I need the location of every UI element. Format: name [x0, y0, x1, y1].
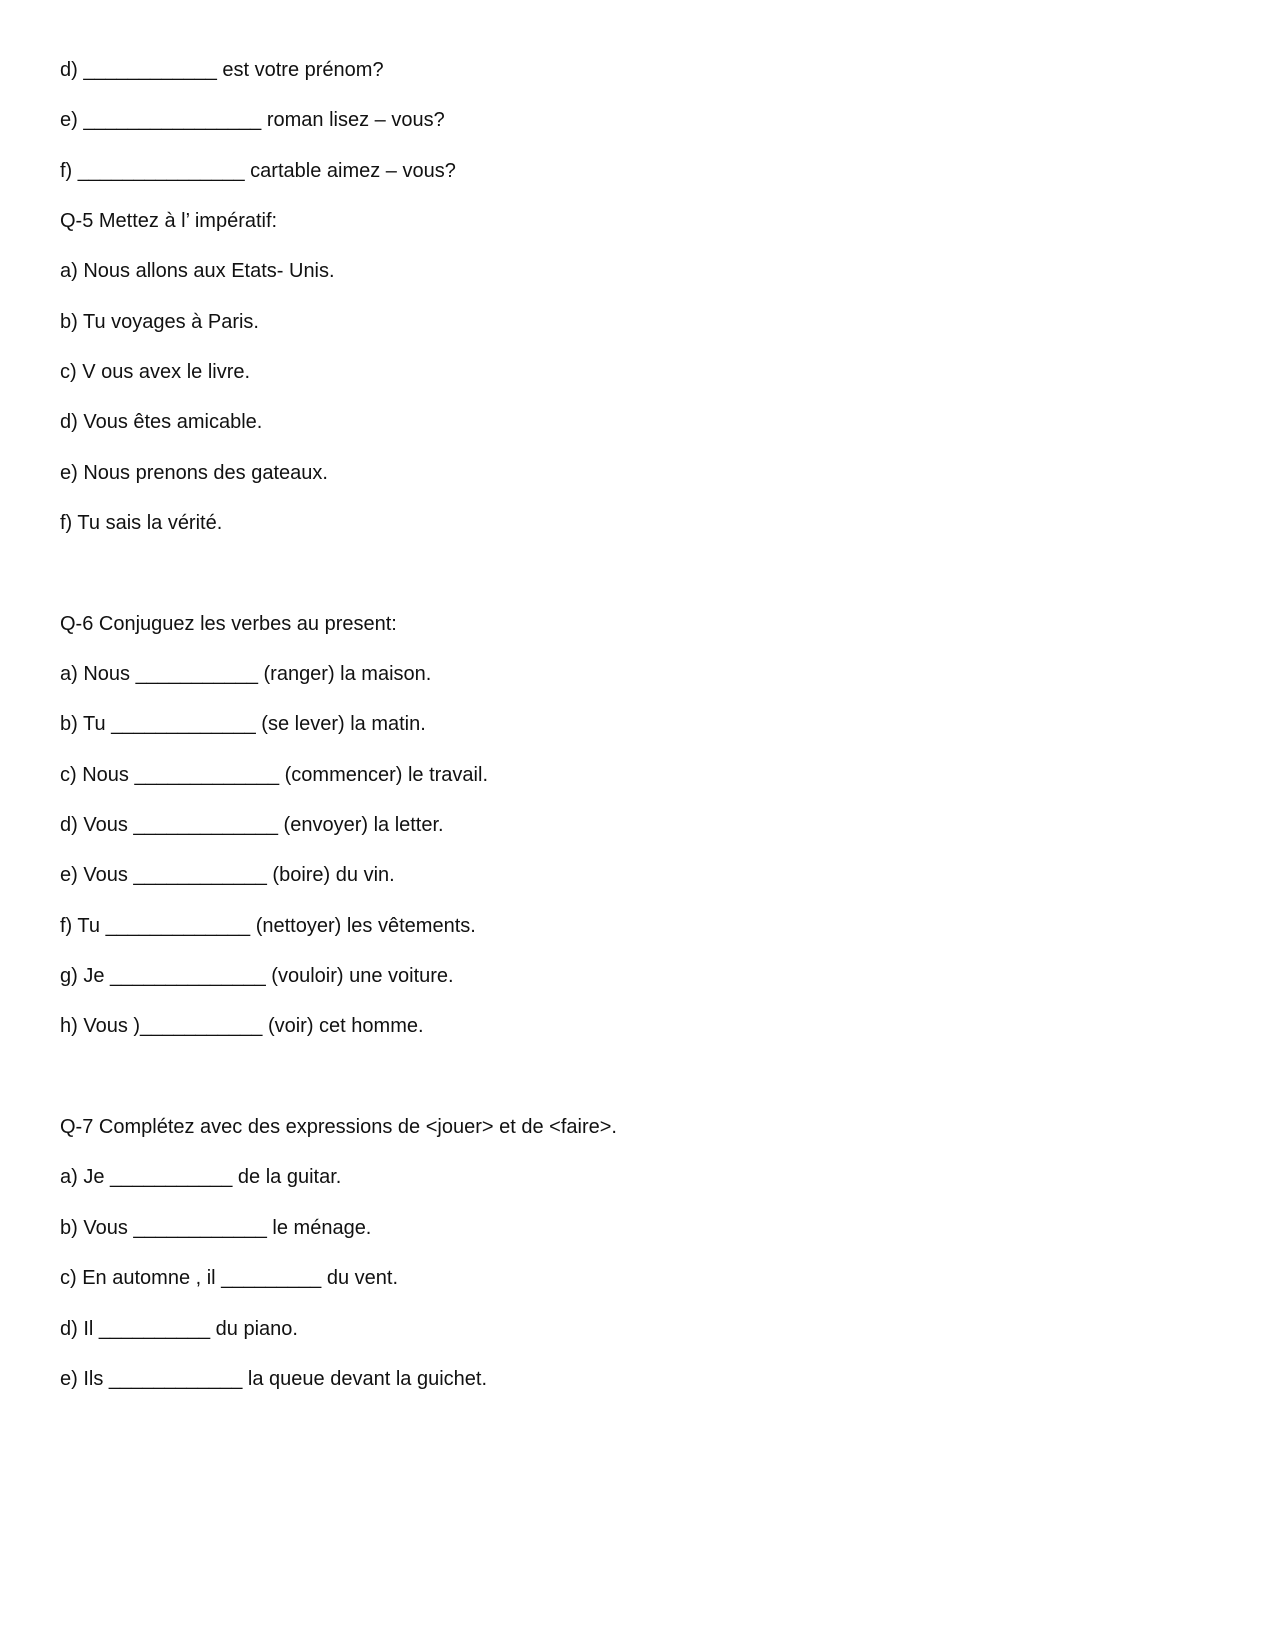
question-item: a) Nous allons aux Etats- Unis. [60, 260, 335, 282]
question-item: c) Nous _____________ (commencer) le travail. [60, 764, 488, 786]
question-item: e) Nous prenons des gateaux. [60, 462, 328, 484]
question-item: c) V ous avex le livre. [60, 361, 251, 383]
question-item: d) Il __________ du piano. [60, 1318, 298, 1340]
question-item: a) Nous ___________ (ranger) la maison. [60, 663, 432, 685]
question-item: e) Vous ____________ (boire) du vin. [60, 864, 395, 886]
question-item: e) Ils ____________ la queue devant la guichet. [60, 1368, 488, 1390]
question-item: f) _______________ cartable aimez – vous? [60, 160, 456, 182]
q6-heading: Q-6 Conjuguez les verbes au present: [60, 613, 397, 635]
question-item: d) Vous _____________ (envoyer) la letter. [60, 814, 444, 836]
question-item: c) En automne , il _________ du vent. [60, 1267, 399, 1289]
question-item: a) Je ___________ de la guitar. [60, 1166, 342, 1188]
q7-heading: Q-7 Complétez avec des expressions de <jouer> et de <faire>. [60, 1116, 617, 1138]
question-item: e) ________________ roman lisez – vous? [60, 109, 445, 131]
q5-heading: Q-5 Mettez à l’ impératif: [60, 210, 278, 232]
question-item: g) Je ______________ (vouloir) une voiture. [60, 965, 454, 987]
question-item: b) Tu voyages à Paris. [60, 311, 259, 333]
question-item: d) Vous êtes amicable. [60, 411, 263, 433]
question-item: b) Vous ____________ le ménage. [60, 1217, 372, 1239]
question-item: d) ____________ est votre prénom? [60, 59, 384, 81]
question-item: f) Tu sais la vérité. [60, 512, 223, 534]
question-item: f) Tu _____________ (nettoyer) les vêtements. [60, 915, 476, 937]
question-item: h) Vous )___________ (voir) cet homme. [60, 1015, 424, 1037]
question-item: b) Tu _____________ (se lever) la matin. [60, 713, 426, 735]
